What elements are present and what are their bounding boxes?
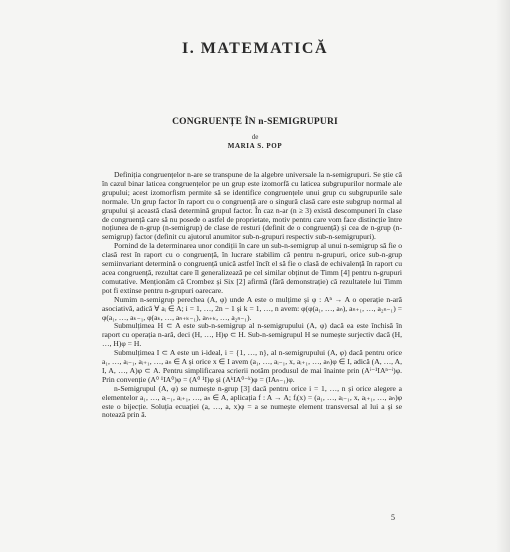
paragraph-congruence: Pornind de la determinarea unor condiții în care un sub-n-semigrup al unui n-semigrup să fie o clasă rest în raport cu o congruență, în lucrare stabilim că pentru n-grupuri, orice sub-n-grup semiinvariant determină o congruență unică astfel încît el să fie o clasă de echivalență în raport cu acea congruență, rezultat care îl generalizează pe cel similar obținut de Timm [4] pentru n-grupuri comutative. Menționăm că Crombez și Six [2] afirmă (fără demonstrație) că rezultatele lui Timm pot fi extinse pentru n-grupuri oarecare. bbox=[102, 241, 402, 295]
paragraph-intro: Definiția congruențelor n-are se transpune de la algebre universale la n-semigrupuri. Se știe că în cazul binar laticea congruențelor pe un grup este izomorfă cu laticea subgrupurilor normale ale grupului; acest izomorfism permite să se identifice congruențele unui grup cu subgrupurile sale normale. Un grup factor în raport cu o congruență are o singură clasă care este subgrup normal al grupului și această clasă determină grupul factor. În caz n-ar (n ≥ 3) există descompuneri în clase de congruență care să nu posede o astfel de proprietate, motiv pentru care vom face distincție între noțiunea de n-grup (n-semigrup) de clase de resturi (definit de o congruență) și cea de n-grup (n-semigrup) factor (definit cu ajutorul anumitor sub-n-grupuri respectiv sub-n-semigrupuri). bbox=[102, 170, 402, 242]
by-line: de bbox=[251, 133, 259, 141]
page-number: 5 bbox=[391, 513, 395, 522]
scan-edge-shadow bbox=[496, 0, 510, 552]
paragraph-i-ideal: Submulțimea I ⊂ A este un i-ideal, i = {1, …, n}, al n-semigrupului (A, φ) dacă pentru orice a₁, …, aᵢ₋₁, aᵢ₊₁, …, aₙ ∈ A și orice x ∈ I avem (a₁, …, aᵢ₋₁, x, aᵢ₊₁, …, aₙ)φ ∈ I, adică (A, …, A, I, A, …, A)φ ⊂ A. Pentru simplificarea scrierii notăm produsul de mai înainte prin (Aⁱ⁻¹IAⁿ⁻ⁱ)φ. Prin convenție (A⁰ ¹IA⁰)φ = (A⁰ ¹I)φ și (AᵏIA⁰⁻ᵏ)φ = (IAₙ₋₁)φ. bbox=[102, 348, 402, 384]
paragraph-n-group: n-Semigrupul (A, φ) se numește n-grup [3] dacă pentru orice i = 1, …, n și orice alegere a elementelor a₁, …, aᵢ₋₁, aᵢ₊₁, …, aₙ ∈ A, aplicația f : A → A; fᵢ(x) = (a₁, …, aᵢ₋₁, x, aᵢ₊₁, …, aₙ)φ este o bijecție. Soluția ecuației (a, …, a, x)φ = a se numește element transversal al lui a și se notează prin ā. bbox=[102, 383, 402, 420]
article-body bbox=[102, 171, 402, 420]
paragraph-definition-n-semigroup: Numim n-semigrup perechea (A, φ) unde A este o mulțime și φ : Aⁿ → A o operație n-ară asociativă, adică ∀ aᵢ ∈ A; i = 1, …, 2n − 1 și k = 1, …, n avem: φ(φ(a₁, …, aₙ), aₙ₊₁, …, a₂ₙ₋₁) = φ(a₁, …, aₖ₋₁, φ(aₖ, …, aₙ₊ₖ₋₁), aₙ₊ₖ, …, a₂ₙ₋₁). bbox=[102, 294, 402, 322]
section-title: I. MATEMATICĂ bbox=[181, 40, 328, 57]
paragraph-sub-n-semigroup: Submulțimea H ⊂ A este sub-n-semigrup al n-semigrupului (A, φ) dacă ea este închisă în raport cu operația n-ară, deci (H, …, H)φ ⊂ H. Sub-n-semigrupul H se numește surjectiv dacă (H, …, H)φ = H. bbox=[102, 321, 402, 349]
author-name: MARIA S. POP bbox=[227, 142, 283, 150]
article-title: CONGRUENȚE ÎN n-SEMIGRUPURI bbox=[172, 117, 338, 127]
